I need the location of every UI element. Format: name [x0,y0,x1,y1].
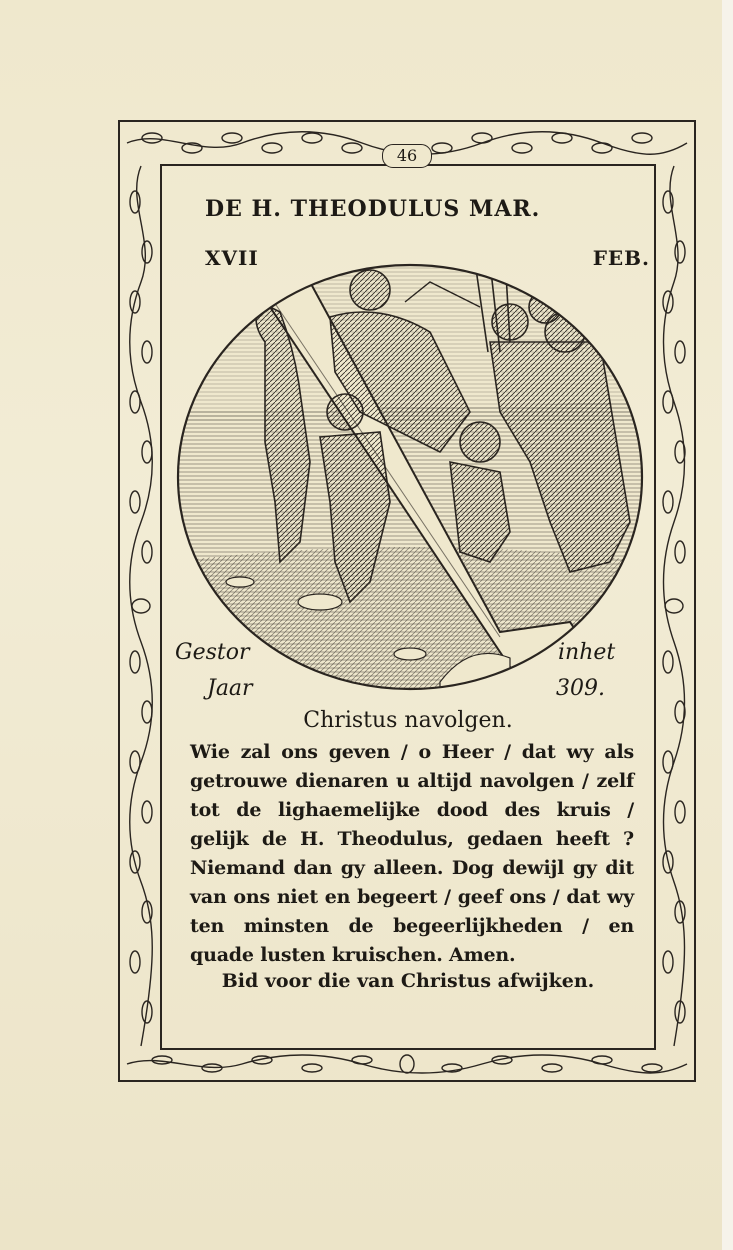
feast-day-number: XVII [205,246,259,270]
saint-title: DE H. THEODULUS MAR. [205,196,541,222]
page-number: 46 [382,144,432,168]
prayer-text [190,738,634,970]
death-label-right: inhet [558,640,616,665]
year-label: Jaar [207,676,253,701]
section-title: Christus navolgen. [303,708,513,733]
engraving-medallion [170,262,650,698]
paper-edge [722,0,733,1250]
closing-line: Bid voor die van Christus afwijken. [221,970,595,992]
prayer-paragraph: Wie zal ons geven / o Heer / dat wy als getrouwe dienaren u altijd navolgen / zelf tot de lighaemelijke dood des kruis / gelijk de H. Theodulus, gedaen heeft ? Niemand dan gy alleen. Dog dewijl gy dit van ons niet en begeert / geef ons / dat wy ten minsten de begeerlijkheden / en quade lusten kruischen. Amen. [190,741,634,966]
feast-month: FEB. [592,246,650,270]
death-year: 309. [556,676,605,701]
death-label-left: Gestor [175,640,250,665]
